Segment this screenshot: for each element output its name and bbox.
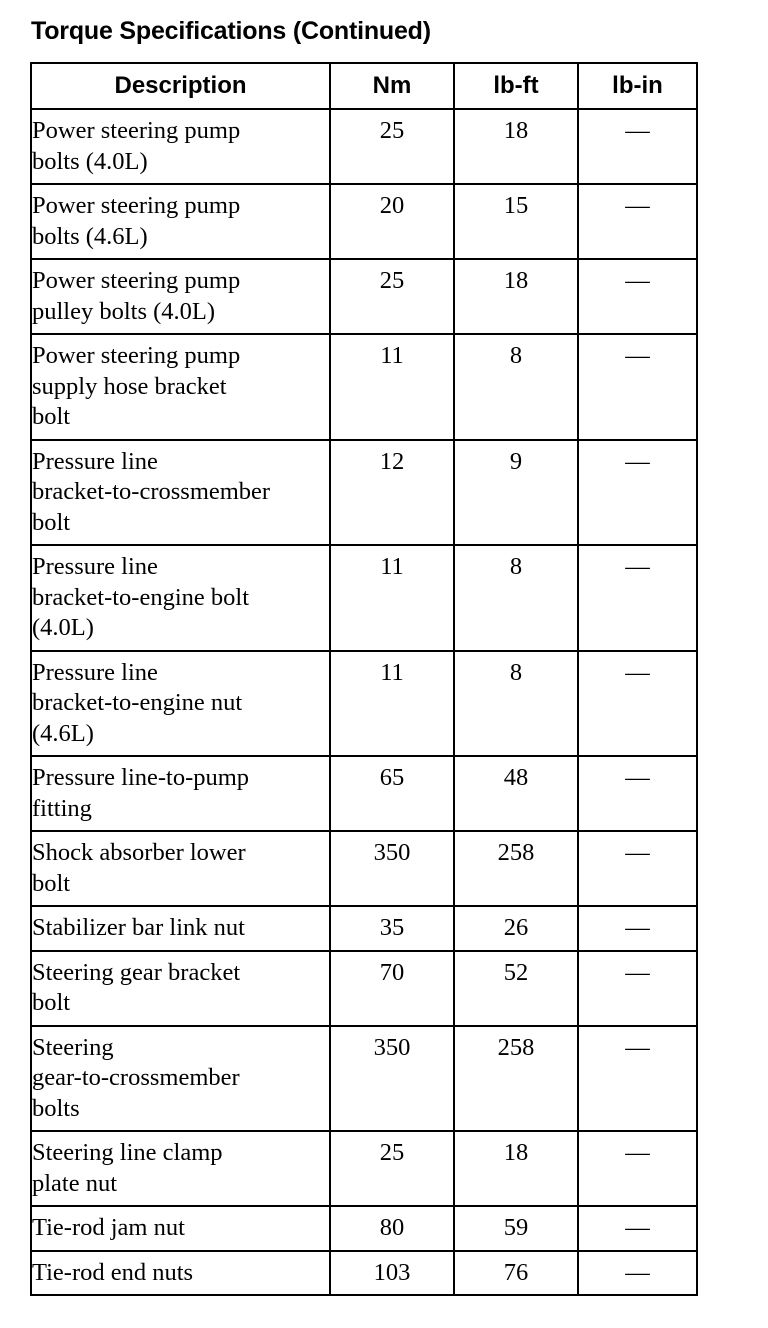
table-header-row [31, 63, 697, 109]
cell-description: Stabilizer bar link nut [31, 906, 330, 951]
cell-description: Tie-rod jam nut [31, 1206, 330, 1251]
cell-lb-ft: 76 [454, 1251, 578, 1296]
table-row [31, 651, 697, 757]
cell-nm: 25 [330, 259, 454, 334]
table-row [31, 109, 697, 184]
cell-description: Pressure line bracket-to-engine nut (4.6L) [31, 651, 330, 757]
table-row [31, 440, 697, 546]
cell-description: Power steering pump bolts (4.0L) [31, 109, 330, 184]
table-row [31, 1131, 697, 1206]
cell-nm: 25 [330, 109, 454, 184]
cell-description: Steering gear-to-crossmember bolts [31, 1026, 330, 1132]
cell-nm: 11 [330, 651, 454, 757]
cell-description: Tie-rod end nuts [31, 1251, 330, 1296]
cell-lb-ft: 8 [454, 545, 578, 651]
cell-lb-in: — [578, 545, 697, 651]
cell-lb-ft: 18 [454, 109, 578, 184]
cell-lb-ft: 59 [454, 1206, 578, 1251]
cell-lb-in: — [578, 1026, 697, 1132]
table-row [31, 259, 697, 334]
cell-lb-ft: 18 [454, 1131, 578, 1206]
cell-nm: 70 [330, 951, 454, 1026]
table-row [31, 545, 697, 651]
table-row [31, 756, 697, 831]
table-row [31, 831, 697, 906]
header-nm: Nm [330, 63, 454, 109]
cell-lb-in: — [578, 109, 697, 184]
cell-lb-ft: 258 [454, 831, 578, 906]
cell-lb-ft: 26 [454, 906, 578, 951]
cell-lb-in: — [578, 906, 697, 951]
cell-lb-ft: 8 [454, 651, 578, 757]
cell-lb-in: — [578, 651, 697, 757]
cell-nm: 65 [330, 756, 454, 831]
cell-lb-in: — [578, 259, 697, 334]
cell-lb-ft: 48 [454, 756, 578, 831]
cell-nm: 11 [330, 545, 454, 651]
cell-lb-ft: 15 [454, 184, 578, 259]
cell-lb-ft: 18 [454, 259, 578, 334]
cell-nm: 12 [330, 440, 454, 546]
cell-description: Pressure line bracket-to-engine bolt (4.0L) [31, 545, 330, 651]
cell-description: Pressure line bracket-to-crossmember bolt [31, 440, 330, 546]
cell-lb-in: — [578, 756, 697, 831]
table-row [31, 334, 697, 440]
cell-lb-in: — [578, 831, 697, 906]
cell-lb-ft: 258 [454, 1026, 578, 1132]
cell-lb-ft: 8 [454, 334, 578, 440]
table-row [31, 1206, 697, 1251]
cell-lb-in: — [578, 1251, 697, 1296]
cell-nm: 350 [330, 831, 454, 906]
table-row [31, 1026, 697, 1132]
header-description: Description [31, 63, 330, 109]
cell-nm: 103 [330, 1251, 454, 1296]
cell-nm: 20 [330, 184, 454, 259]
cell-nm: 35 [330, 906, 454, 951]
cell-description: Steering gear bracket bolt [31, 951, 330, 1026]
header-lb-ft: lb-ft [454, 63, 578, 109]
cell-description: Shock absorber lower bolt [31, 831, 330, 906]
cell-nm: 80 [330, 1206, 454, 1251]
table-row [31, 906, 697, 951]
cell-description: Pressure line-to-pump fitting [31, 756, 330, 831]
cell-lb-ft: 9 [454, 440, 578, 546]
cell-lb-in: — [578, 1206, 697, 1251]
cell-description: Power steering pump bolts (4.6L) [31, 184, 330, 259]
cell-lb-in: — [578, 951, 697, 1026]
cell-lb-in: — [578, 184, 697, 259]
cell-description: Power steering pump supply hose bracket bolt [31, 334, 330, 440]
cell-lb-ft: 52 [454, 951, 578, 1026]
table-row [31, 184, 697, 259]
cell-lb-in: — [578, 1131, 697, 1206]
page-title: Torque Specifications (Continued) [31, 17, 431, 45]
table-row [31, 951, 697, 1026]
cell-nm: 11 [330, 334, 454, 440]
table-row [31, 1251, 697, 1296]
cell-description: Steering line clamp plate nut [31, 1131, 330, 1206]
cell-description: Power steering pump pulley bolts (4.0L) [31, 259, 330, 334]
cell-lb-in: — [578, 334, 697, 440]
header-lb-in: lb-in [578, 63, 697, 109]
cell-lb-in: — [578, 440, 697, 546]
cell-nm: 350 [330, 1026, 454, 1132]
torque-spec-table [30, 62, 698, 1296]
cell-nm: 25 [330, 1131, 454, 1206]
